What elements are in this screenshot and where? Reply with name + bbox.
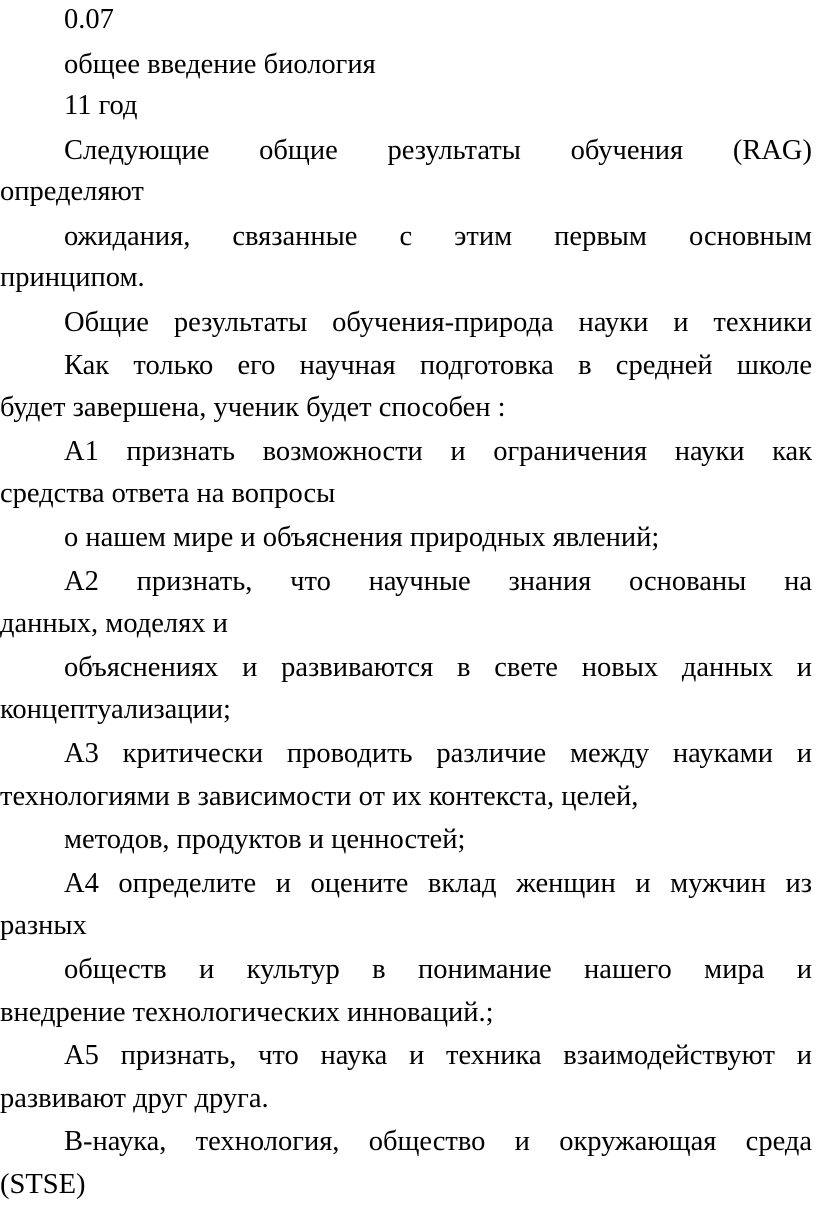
outcome-line: A3 критически проводить различие между науками и [64,738,812,769]
outcome-line: технологиями в зависимости от их контекста, целей, [0,781,639,812]
outcome-line: A2 признать, что научные знания основаны на [64,566,812,597]
outcome-line: о нашем мире и объяснения природных явлений; [64,522,660,553]
grade-line: 11 год [64,90,138,121]
outcome-line: разных [0,910,87,941]
outcome-line: внедрение технологических инноваций.; [0,997,494,1028]
paragraph-line: Как только его научная подготовка в средней школе [64,350,812,381]
outcome-line: концептуализации; [0,694,231,725]
outcome-line: обществ и культур в понимание нашего мира и [64,954,812,985]
section-heading: (STSE) [0,1169,86,1200]
outcome-line: A5 признать, что наука и техника взаимодействуют и [64,1040,812,1071]
outcome-line: A1 признать возможности и ограничения науки как [64,436,812,467]
outcome-line: методов, продуктов и ценностей; [64,824,466,855]
paragraph-line: будет завершена, ученик будет способен : [0,392,506,423]
outcome-line: средства ответа на вопросы [0,478,336,509]
outcome-line: данных, моделях и [0,608,228,639]
section-number: 0.07 [64,4,114,35]
outcome-line: развивают друг друга. [0,1083,269,1114]
course-title: общее введение биология [64,49,376,80]
paragraph-line: определяют [0,176,144,207]
paragraph-line: ожидания, связанные с этим первым основным [64,221,812,252]
paragraph-line: Следующие общие результаты обучения (RAG) [64,135,812,166]
outcome-line: A4 определите и оцените вклад женщин и мужчин из [64,868,812,899]
paragraph-line: принципом. [0,262,145,293]
section-heading: B-наука, технология, общество и окружающая среда [64,1126,812,1157]
outcome-line: объяснениях и развиваются в свете новых данных и [64,652,812,683]
section-heading: Общие результаты обучения-природа науки и техники [64,307,812,338]
